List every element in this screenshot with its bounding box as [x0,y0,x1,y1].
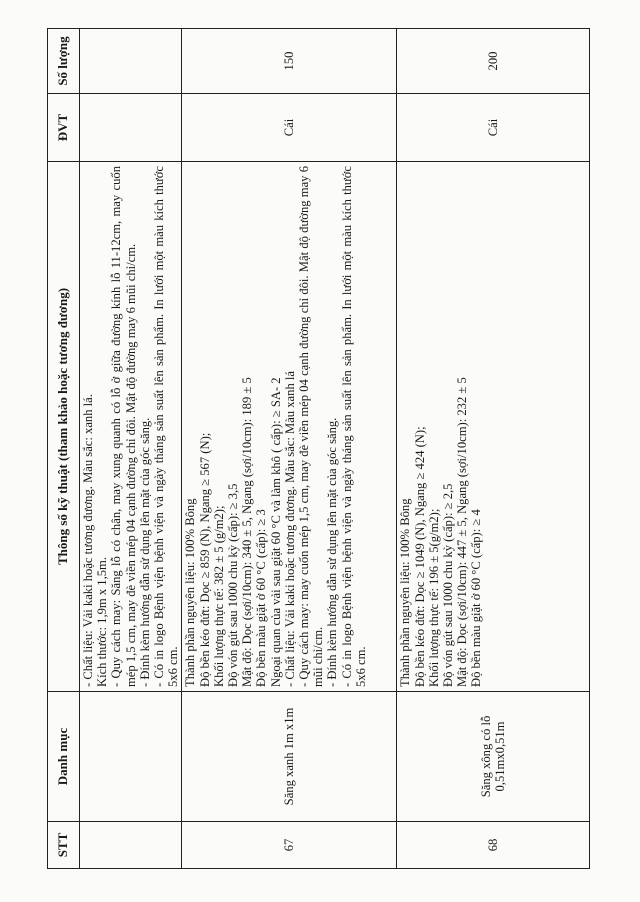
table-row [182,29,397,869]
cell-stt [80,822,182,869]
spec-table [47,28,590,869]
cell-name: Săng xanh 1m x1m [182,692,397,822]
table-header-row [48,29,80,869]
spec-line: Độ bền kéo đứt: Dọc ≥ 859 (N), Ngang ≥ 567 (N); [197,432,212,687]
spec-line: - Đính kèm hướng dẫn sử dụng lên mặt của góc săng. [137,417,152,687]
spec-line: Thành phần nguyên liệu: 100% Bông [398,498,413,687]
cell-stt: 68 [397,822,590,869]
spec-line: Mật độ: Dọc (sợi/10cm): 447 ± 5, Ngang (sợi/10cm): 232 ± 5 [455,377,470,687]
header-qty: Số lượng [48,29,80,94]
cell-stt: 67 [182,822,397,869]
spec-line: Ngoại quan của vải sau giặt 60 °C và làm khô ( cấp): ≥ SA- 2 [268,377,283,687]
spec-line: Độ bền màu giặt ở 60 °C (cấp): ≥ 3 [254,509,269,687]
spec-line: Khối lượng thực tế: 382 ± 5 (g/m2); [211,505,226,687]
cell-unit: Cái [397,94,590,162]
cell-unit [80,94,182,162]
cell-name: Săng xông có lỗ 0,51mx0,51m [397,692,590,822]
spec-line: Độ bền màu giặt ở 60 °C (cấp): ≥ 4 [469,509,484,687]
cell-qty: 200 [397,29,590,94]
rotated-table-container [47,29,582,869]
cell-spec [80,162,182,692]
spec-line: - Đính kèm hướng dẫn sử dụng lên mặt của góc săng. [325,417,340,687]
spec-line: Độ vón gút sau 1000 chu kỳ (cấp): ≥ 2,5 [441,483,456,687]
header-spec: Thông số kỹ thuật (tham khảo hoặc tương đương) [48,162,80,692]
cell-qty: 150 [182,29,397,94]
header-stt: STT [48,822,80,869]
spec-line: - Chất liệu: Vải kaki hoặc tương đương. Màu sắc: xanh lá. [81,394,95,687]
header-name: Danh mục [48,692,80,822]
spec-line: Kích thước: 1,9m x 1,5m. [95,557,110,687]
spec-line: Thành phần nguyên liệu: 100% Bông [183,498,198,687]
spec-line: - Có in logo Bệnh viện bệnh viện và ngày tháng sản suất lên sản phẩm. In lưới một màu kích thước 5x6 cm. [152,166,181,687]
spec-line: Độ bền kéo đứt: Dọc ≥ 1049 (N), Ngang ≥ 424 (N); [412,426,427,687]
cell-spec [182,162,397,692]
cell-qty [80,29,182,94]
spec-line: - Có in logo Bệnh viện bệnh viện và ngày tháng sản suất lên sản phẩm. In lưới một màu kích thước 5x6 cm. [339,166,368,687]
spec-line: - Quy cách may: may cuốn mép 1,5 cm, may đè viền mép 04 cạnh đường chỉ đôi. Mật độ đường may 6 mũi chỉ/cm. [297,166,326,687]
cell-spec [397,162,590,692]
spec-line: - Quy cách may: Săng lỗ có chân, may xung quanh có lỗ ở giữa đường kính lỗ 11-12cm, may cuốn mép 1,5 cm, may đè viền mép 04 cạnh đường chỉ đôi. Mật độ đường may 6 mũi chỉ/cm. [109,166,138,687]
spec-line: - Chất liệu: Vải kaki hoặc tương đương. Màu sắc: Màu xanh lá [282,371,297,687]
spec-line: Độ vón gút sau 1000 chu kỳ (cấp): ≥ 3,5 [226,483,241,687]
cell-unit: Cái [182,94,397,162]
header-unit: ĐVT [48,94,80,162]
spec-line: Mật độ: Dọc (sợi/10cm): 340 ± 5, Ngang (sợi/10cm): 189 ± 5 [240,377,255,687]
table-row [80,29,182,869]
spec-line: Khối lượng thực tế: 196 ± 5(g/m2); [426,508,441,687]
cell-name [80,692,182,822]
table-row [397,29,590,869]
